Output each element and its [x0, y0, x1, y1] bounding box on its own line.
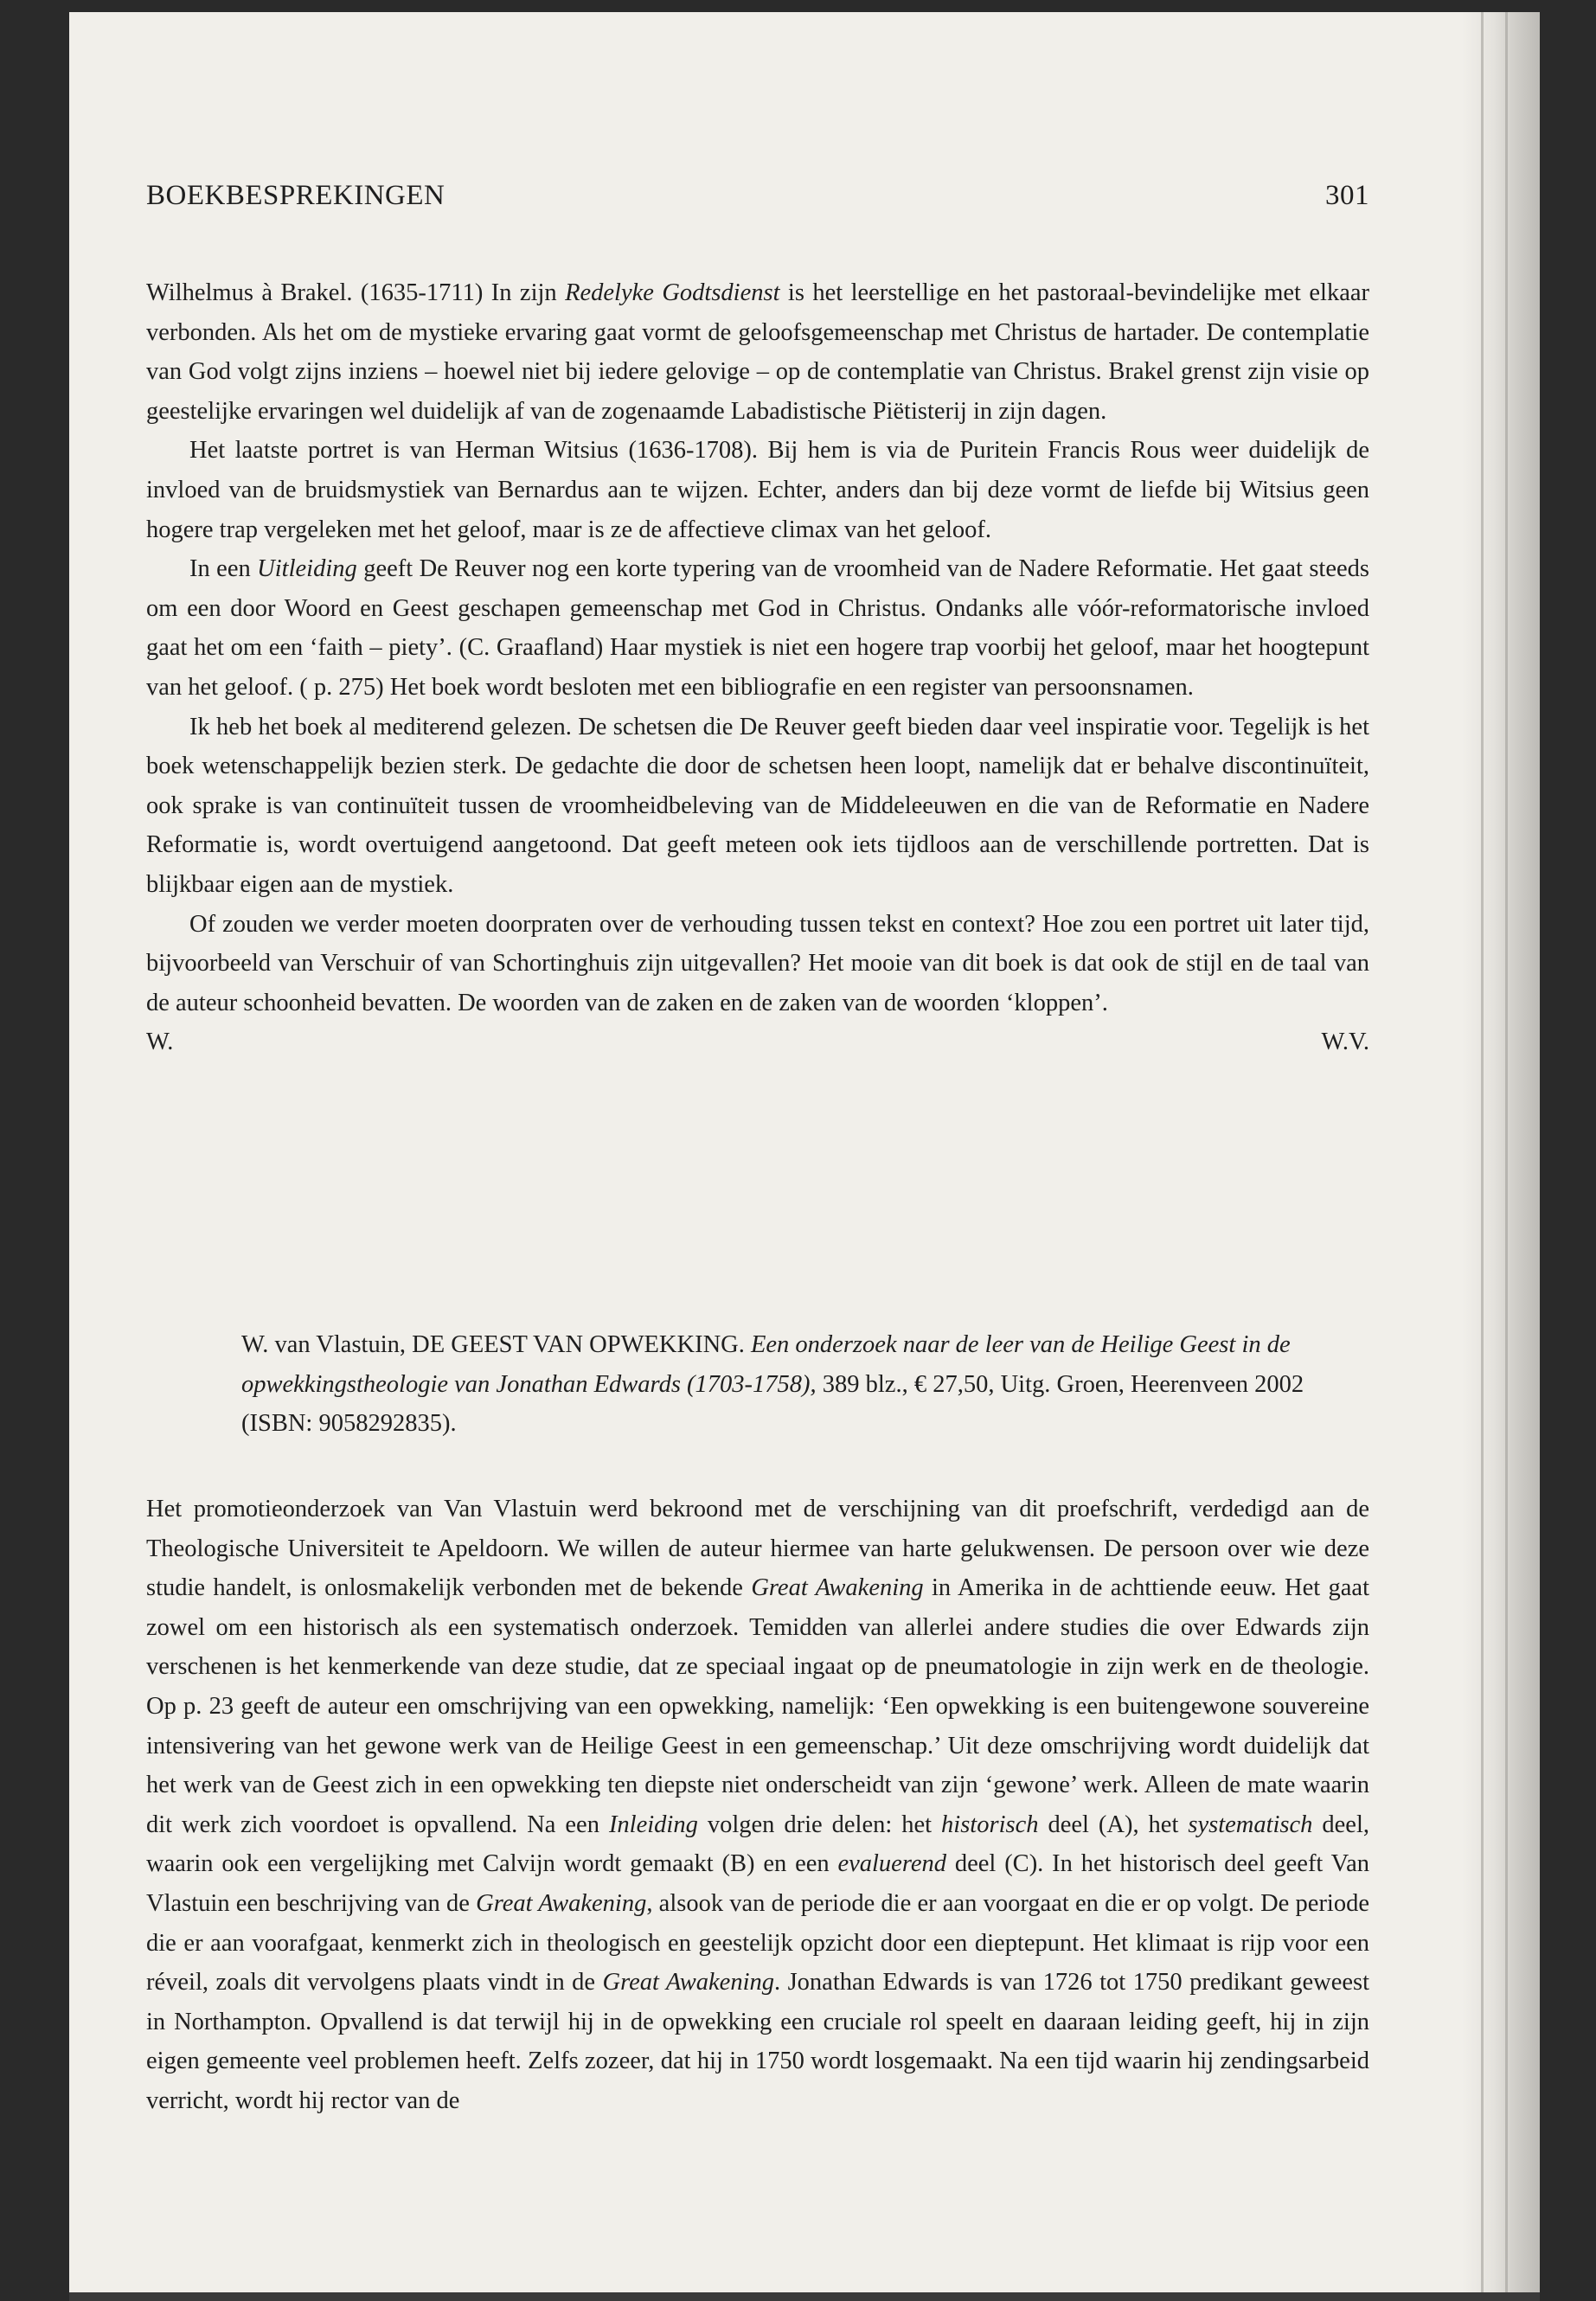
text-span: in Amerika in de achttiende eeuw. Het gaat zowel om een historisch als een systematisch onderzoek. Temidden van allerlei andere studies die over Edwards zijn verschenen is het kenmerkende van deze studie, dat ze speciaal ingaat op de pneumatologie in zijn werk en de theologie. Op p. 23 geeft de auteur een omschrijving van een opwekking, namelijk: ‘Een opwekking is een buitengewone souvereine intensivering van het gewone werk van de Heilige Geest in een gemeenschap.’ Uit deze omschrijving wordt duidelijk dat het werk van de Geest zich in een opwekking ten diepste niet onderscheidt van zijn ‘gewone’ werk. Alleen de mate waarin dit werk zich voordoet is opvallend. Na een [146, 1574, 1369, 1838]
book-subtitle-italic: Een onderzoek naar de leer van de Heilige Geest in de opwekkingstheologie van Jonathan Edwards (1703-1758), [241, 1331, 1291, 1398]
text-span: 389 blz., € 27,50, Uitg. Groen, Heerenveen 2002 (ISBN: 9058292835). [241, 1370, 1304, 1438]
italic-term: Great Awakening [476, 1889, 647, 1917]
italic-term: Great Awakening [602, 1969, 774, 1997]
page-number: 301 [1325, 180, 1369, 211]
review-1-signature [146, 1022, 1369, 1062]
text-span: is het leerstellige en het pastoraal-bevindelijke met elkaar verbonden. Als het om de mystieke ervaring gaat vormt de geloofsgemeenschap met Christus de hartader. De contemplatie van God volgt zijns inziens – hoewel niet bij iedere gelovige – op de contemplatie van Christus. Brakel grenst zijn visie op geestelijke ervaringen wel duidelijk af van de zogenaamde Labadistische Piëtisterij in zijn dagen. [146, 279, 1369, 425]
text-span: , alsook van de periode die er aan voorgaat en die er op volgt. De periode die er aan voorafgaat, kenmerkt zich in theologisch en geestelijk opzicht door een dieptepunt. Het klimaat is rijp voor een réveil, zoals dit vervolgens plaats vindt in de [146, 1889, 1369, 1997]
book-title-italic: Redelyke Godtsdienst [565, 279, 780, 306]
review-2 [146, 1490, 1369, 2121]
review-1 [146, 273, 1369, 1062]
text-span: deel, waarin ook een vergelijking met Calvijn wordt gemaakt (B) en een [146, 1811, 1369, 1878]
spine-line [1481, 12, 1484, 2301]
review-1-paragraph-1 [146, 273, 1369, 431]
text-span: deel (C). In het historisch deel geeft Van Vlastuin een beschrijving van de [146, 1850, 1370, 1917]
review-1-paragraph-4: Ik heb het boek al mediterend gelezen. De schetsen die De Reuver geeft bieden daar veel inspiratie voor. Tegelijk is het boek wetenschappelijk bezien sterk. De gedachte die door de schetsen heen loopt, namelijk dat er behalve discontinuïteit, ook sprake is van continuïteit tussen de vroomheidbeleving van de Middeleeuwen en die van de Reformatie en Nadere Reformatie is, wordt overtuigend aangetoond. Dat geeft meteen ook iets tijdloos aan de verschillende portretten. Dat is blijkbaar eigen aan de mystiek. [146, 713, 1369, 898]
bottom-edge-shadow [69, 2292, 1540, 2301]
running-head [146, 176, 1369, 216]
running-head-title: BOEKBESPREKINGEN [146, 180, 445, 211]
text-span: volgen drie delen: het [697, 1811, 942, 1838]
italic-term: evaluerend [837, 1850, 947, 1878]
text-span: Het promotieonderzoek van Van Vlastuin werd bekroond met de verschijning van dit proefschrift, verdedigd aan de Theologische Universiteit te Apeldoorn. We willen de auteur hiermee van harte gelukwensen. De persoon over wie deze studie handelt, is onlosmakelijk verbonden met de bekende [146, 1496, 1369, 1602]
signature-left: W. [146, 1029, 174, 1056]
book-page [69, 12, 1540, 2301]
text-span: . Jonathan Edwards is van 1726 tot 1750 predikant geweest in Northampton. Opvallend is dat terwijl hij in de opwekking een cruciale rol speelt en daaraan leiding geeft, hij in zijn eigen gemeente veel problemen heeft. Zelfs zozeer, dat hij in 1750 wordt losgemaakt. Na een tijd waarin hij zendingsarbeid verricht, wordt hij rector van de [146, 1969, 1369, 2114]
page-spine-shadow [1462, 12, 1540, 2301]
text-span: In een [189, 555, 258, 583]
text-span: W. van Vlastuin, DE GEEST VAN OPWEKKING. [241, 1331, 751, 1358]
italic-term: Uitleiding [257, 555, 357, 583]
book-reference [241, 1325, 1369, 1444]
italic-term: Inleiding [608, 1811, 698, 1838]
review-1-paragraph-2: Het laatste portret is van Herman Witsius (1636-1708). Bij hem is via de Puritein Francis Rous weer duidelijk de invloed van de bruidsmystiek van Bernardus aan te wijzen. Echter, anders dan bij deze vormt de liefde bij Witsius geen hogere trap vergeleken met het geloof, maar is ze de affectieve climax van het geloof. [146, 437, 1369, 543]
italic-term: historisch [941, 1811, 1039, 1838]
spine-line [1505, 12, 1508, 2301]
review-2-paragraph [146, 1490, 1369, 2121]
italic-term: Great Awakening [751, 1574, 924, 1602]
review-1-paragraph-3 [146, 549, 1369, 707]
italic-term: systematisch [1188, 1811, 1313, 1838]
signature-right: W.V. [1321, 1029, 1369, 1056]
text-span: deel (A), het [1038, 1811, 1189, 1838]
review-1-paragraph-5: Of zouden we verder moeten doorpraten over de verhouding tussen tekst en context? Hoe zou een portret uit later tijd, bijvoorbeeld van Verschuir of van Schortinghuis zijn uitgevallen? Het mooie van dit boek is dat ook de stijl en de taal van de auteur schoonheid bevatten. De woorden van de zaken en de zaken van de woorden ‘kloppen’. [146, 910, 1369, 1016]
text-span: Wilhelmus à Brakel. (1635-1711) In zijn [146, 279, 566, 306]
text-span: geeft De Reuver nog een korte typering van de vroomheid van de Nadere Reformatie. Het gaat steeds om een door Woord en Geest geschapen gemeenschap met God in Christus. Ondanks alle vóór-reformatorische invloed gaat het om een ‘faith – piety’. (C. Graafland) Haar mystiek is niet een hogere trap voorbij het geloof, maar het hoogtepunt van het geloof. ( p. 275) Het boek wordt besloten met een bibliografie en een register van persoonsnamen. [146, 555, 1369, 701]
